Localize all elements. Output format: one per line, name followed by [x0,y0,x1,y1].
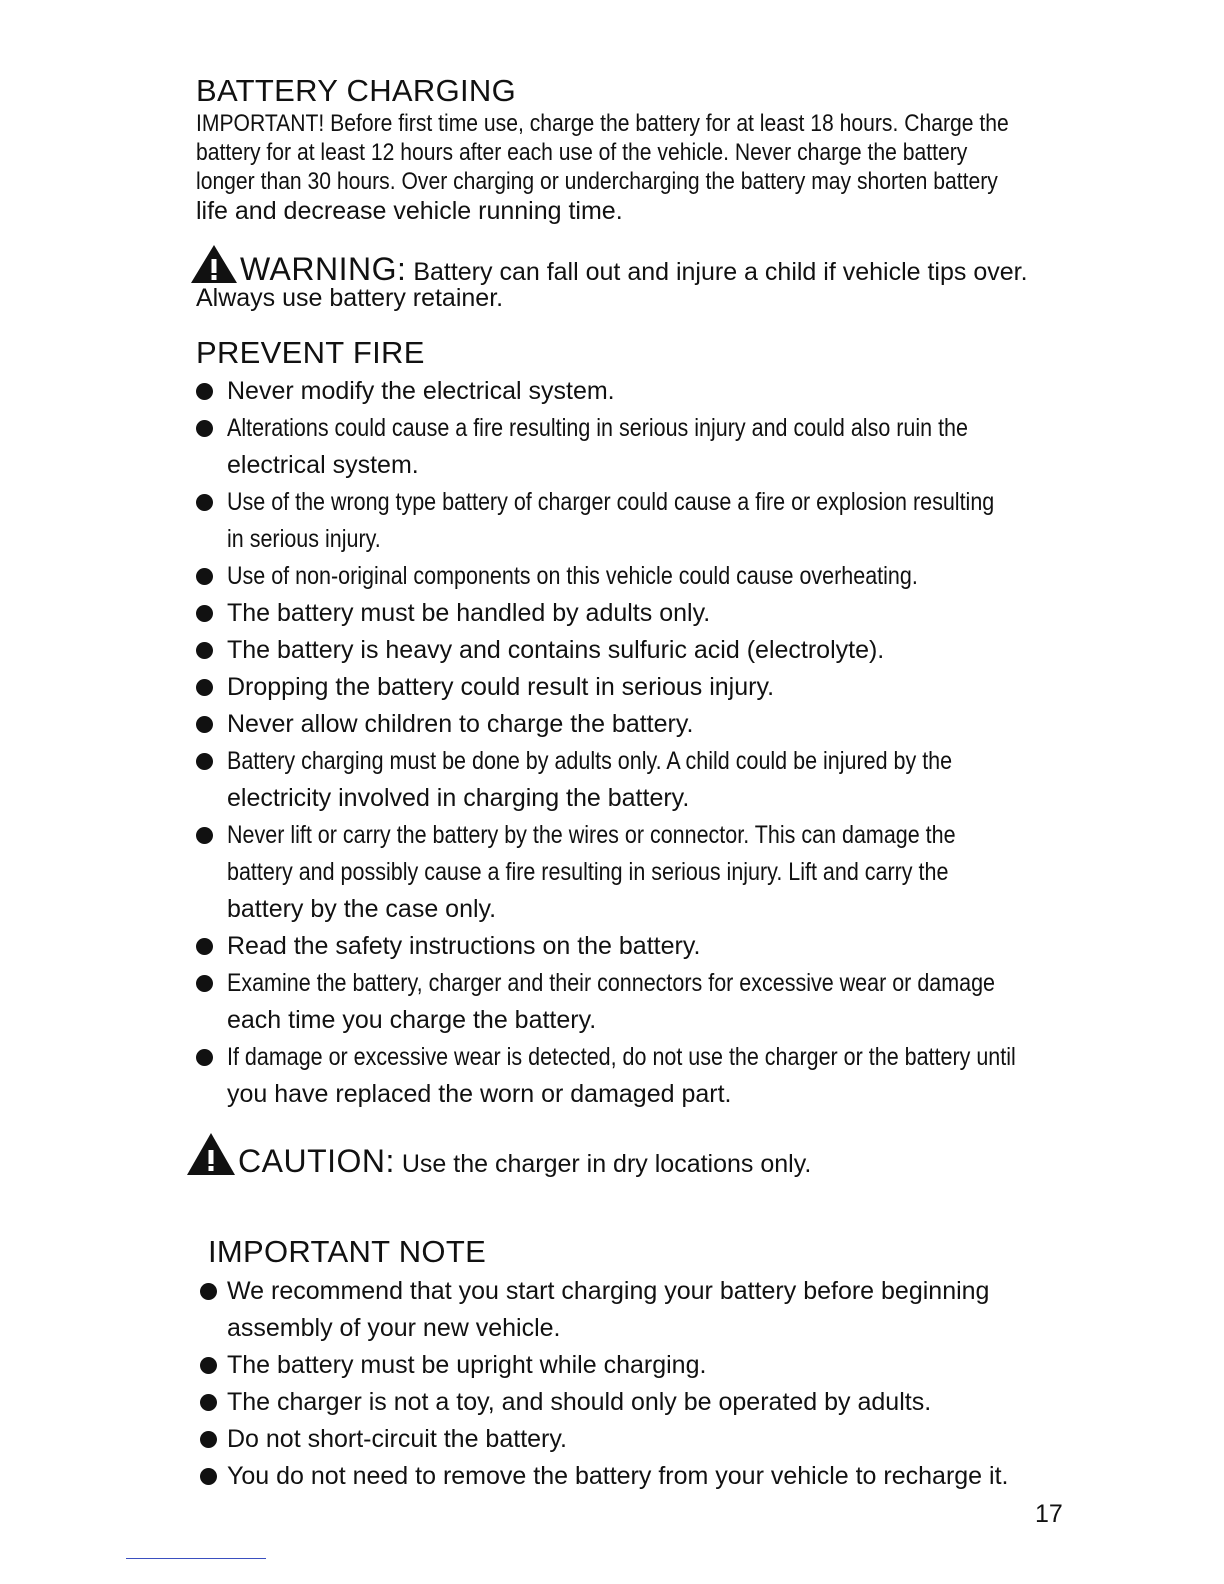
important-line-4: life and decrease vehicle running time. [196,197,623,225]
list-item: Never lift or carry the battery by the wires or connector. This can damage the battery and possibly cause a fire resulting in serious injury. Lift and carry the battery by the case only. [196,817,1144,928]
bullet-icon [196,753,213,770]
bullet-icon [200,1431,217,1448]
list-item: The battery must be handled by adults only. [196,595,1144,632]
important-note-heading: IMPORTANT NOTE [208,1234,487,1269]
list-item: Battery charging must be done by adults only. A child could be injured by the electricity involved in charging the battery. [196,743,1144,817]
page-number: 17 [1035,1500,1063,1528]
list-item: Use of non-original components on this vehicle could cause overheating. [196,558,1144,595]
warning-label: WARNING: [240,251,407,287]
list-item: Alterations could cause a fire resulting in serious injury and could also ruin the electrical system. [196,410,1144,484]
warning-text: Battery can fall out and injure a child if vehicle tips over. [413,258,1028,286]
caution-triangle-icon [186,1132,236,1183]
bullet-icon [196,975,213,992]
caution-line [186,1132,811,1183]
list-item: You do not need to remove the battery from your vehicle to recharge it. [200,1458,1008,1495]
prevent-fire-heading: PREVENT FIRE [196,335,425,370]
battery-charging-heading: BATTERY CHARGING [196,73,517,108]
bullet-icon [196,827,213,844]
caution-label: CAUTION: [238,1143,395,1179]
list-item: The charger is not a toy, and should only be operated by adults. [200,1384,1008,1421]
list-item: If damage or excessive wear is detected, do not use the charger or the battery until you have replaced the worn or damaged part. [196,1039,1144,1113]
caution-text: Use the charger in dry locations only. [401,1150,812,1178]
bullet-icon [196,1049,213,1066]
bullet-icon [196,642,213,659]
list-item: Never allow children to charge the battery. [196,706,1144,743]
bullet-icon [200,1283,217,1300]
list-item: Never modify the electrical system. [196,373,1144,410]
warning-text-line-2: Always use battery retainer. [196,284,504,312]
bullet-icon [196,716,213,733]
list-item: Do not short-circuit the battery. [200,1421,1008,1458]
footer-rule [126,1558,266,1559]
bullet-icon [200,1357,217,1374]
bullet-icon [200,1394,217,1411]
important-line-1: IMPORTANT! Before first time use, charge the battery for at least 18 hours. Charge the [196,110,1009,137]
bullet-icon [196,494,213,511]
bullet-icon [196,938,213,955]
list-item: We recommend that you start charging your battery before beginning assembly of your new vehicle. [200,1273,1008,1347]
bullet-icon [196,605,213,622]
bullet-icon [200,1468,217,1485]
list-item: Dropping the battery could result in serious injury. [196,669,1144,706]
list-item: The battery is heavy and contains sulfuric acid (electrolyte). [196,632,1144,669]
battery-charging-important-paragraph [196,109,1096,226]
prevent-fire-list [196,373,1144,1113]
bullet-icon [196,420,213,437]
list-item: Examine the battery, charger and their connectors for excessive wear or damage each time you charge the battery. [196,965,1144,1039]
important-line-3: longer than 30 hours. Over charging or undercharging the battery may shorten battery [196,168,998,195]
bullet-icon [196,383,213,400]
bullet-icon [196,568,213,585]
list-item: Use of the wrong type battery of charger could cause a fire or explosion resulting in serious injury. [196,484,1144,558]
important-line-2: battery for at least 12 hours after each use of the vehicle. Never charge the battery [196,139,968,166]
important-note-list [200,1273,1008,1495]
list-item: The battery must be upright while charging. [200,1347,1008,1384]
list-item: Read the safety instructions on the battery. [196,928,1144,965]
bullet-icon [196,679,213,696]
